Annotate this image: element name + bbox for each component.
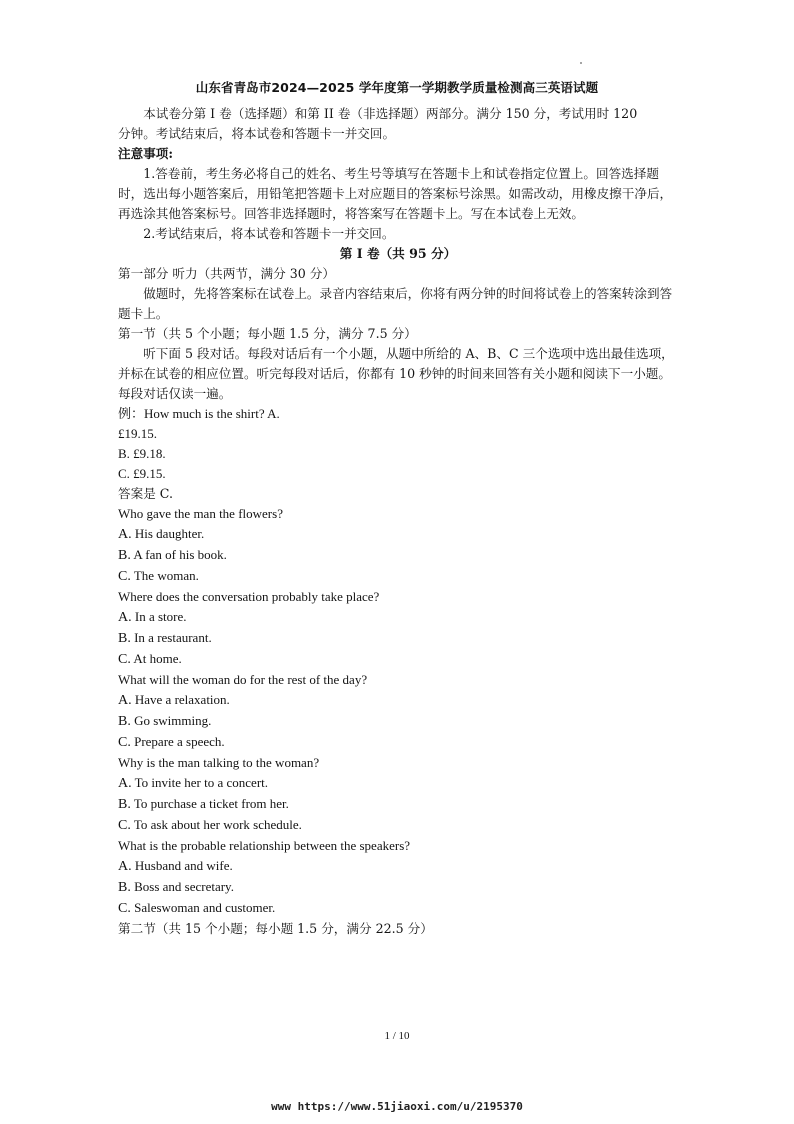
- q4-option-b-text: To purchase a ticket from her.: [133, 796, 289, 811]
- section1-heading: 第一节（共 5 个小题；每小题 1.5 分，满分 7.5 分）: [118, 326, 417, 341]
- q3-option-b-text: Go swimming.: [134, 713, 212, 728]
- q2-option-c: [118, 649, 678, 670]
- q5-option-c-text: Saleswoman and customer.: [134, 900, 276, 915]
- q4-option-b: [118, 794, 678, 815]
- q5-option-a: [118, 856, 678, 877]
- option-label: A.: [118, 610, 132, 625]
- question-5: What is the probable relationship between the speakers?: [118, 838, 411, 853]
- question-1: Who gave the man the flowers?: [118, 506, 283, 521]
- question-2: Where does the conversation probably take place?: [118, 589, 380, 604]
- q5-option-b-text: Boss and secretary.: [134, 879, 234, 894]
- q5-option-b: [118, 877, 678, 898]
- q1-option-c-text: The woman.: [133, 568, 199, 583]
- part1-instruction: 做题时，先将答案标在试卷上。录音内容结束后，你将有两分钟的时间将试卷上的答案转涂到答题卡上。: [118, 286, 673, 321]
- q3-option-b: [118, 711, 678, 732]
- notice-item-1: 1.答卷前，考生务必将自己的姓名、考生号等填写在答题卡上和试卷指定位置上。回答选择题时，选出每小题答案后，用铅笔把答题卡上对应题目的答案标号涂黑。如需改动，用橡皮擦干净后，再选涂其他答案标号。回答非选择题时，将答案写在答题卡上。写在本试卷上无效。: [118, 166, 673, 221]
- q2-option-c-text: At home.: [133, 651, 182, 666]
- section1-instruction: 听下面 5 段对话。每段对话后有一个小题，从题中所给的 A、B、C 三个选项中选出最佳选项，并标在试卷的相应位置。听完每段对话后，你都有 10 秒钟的时间来回答有关小题和阅读下一小题。每段对话仅读一遍。: [118, 346, 674, 401]
- option-label: C.: [118, 818, 131, 833]
- exam-title: 山东省青岛市2024—2025 学年度第一学期教学质量检测高三英语试题: [195, 80, 599, 95]
- example-option-a: £19.15.: [118, 426, 157, 441]
- notice-heading: 注意事项:: [118, 146, 174, 161]
- q1-option-b-text: A fan of his book.: [133, 547, 227, 562]
- q3-option-c-text: Prepare a speech.: [134, 734, 225, 749]
- example-question: 例：How much is the shirt? A.: [118, 406, 280, 421]
- part1-heading: 第一部分 听力（共两节，满分 30 分）: [118, 266, 335, 281]
- scan-dot: [580, 62, 582, 64]
- q2-option-a: [118, 607, 678, 628]
- q2-option-b: [118, 628, 678, 649]
- notice-item-2: 2.考试结束后，将本试卷和答题卡一并交回。: [143, 226, 395, 241]
- q5-option-c: [118, 898, 678, 919]
- q3-option-c: [118, 732, 678, 753]
- option-label: A.: [118, 693, 132, 708]
- option-label: B.: [118, 880, 131, 895]
- q1-option-b: [118, 545, 678, 566]
- option-label: C.: [118, 569, 131, 584]
- option-label: B.: [118, 714, 131, 729]
- example-option-c: C. £9.15.: [118, 466, 166, 481]
- option-label: A.: [118, 776, 132, 791]
- q1-option-c: [118, 566, 678, 587]
- q5-option-a-text: Husband and wife.: [134, 858, 233, 873]
- option-label: A.: [118, 527, 132, 542]
- option-label: B.: [118, 548, 131, 563]
- option-label: B.: [118, 797, 131, 812]
- intro-line-1: 本试卷分第 I 卷（选择题）和第 II 卷（非选择题）两部分。满分 150 分，考试用时 120: [143, 106, 638, 121]
- q4-option-a-text: To invite her to a concert.: [134, 775, 269, 790]
- option-label: B.: [118, 631, 131, 646]
- page-number: 1 / 10: [384, 1030, 410, 1042]
- source-url[interactable]: www https://www.51jiaoxi.com/u/2195370: [271, 1100, 523, 1113]
- section2-heading: 第二节（共 15 个小题；每小题 1.5 分，满分 22.5 分）: [118, 921, 433, 936]
- q4-option-c: [118, 815, 678, 836]
- q2-option-a-text: In a store.: [134, 609, 187, 624]
- q3-option-a: [118, 690, 678, 711]
- q4-option-c-text: To ask about her work schedule.: [133, 817, 302, 832]
- option-label: C.: [118, 735, 131, 750]
- example-option-b: B. £9.18.: [118, 446, 166, 461]
- intro-line-2: 分钟。考试结束后，将本试卷和答题卡一并交回。: [118, 126, 396, 141]
- q3-option-a-text: Have a relaxation.: [134, 692, 230, 707]
- q2-option-b-text: In a restaurant.: [134, 630, 212, 645]
- q1-option-a-text: His daughter.: [134, 526, 205, 541]
- volume-heading: 第 I 卷（共 95 分）: [339, 246, 457, 261]
- q4-option-a: [118, 773, 678, 794]
- question-3: What will the woman do for the rest of the day?: [118, 672, 368, 687]
- example-answer: 答案是 C.: [118, 486, 173, 501]
- option-label: C.: [118, 652, 131, 667]
- option-label: A.: [118, 859, 132, 874]
- option-label: C.: [118, 901, 131, 916]
- question-4: Why is the man talking to the woman?: [118, 755, 320, 770]
- exam-content: [118, 104, 678, 939]
- q1-option-a: [118, 524, 678, 545]
